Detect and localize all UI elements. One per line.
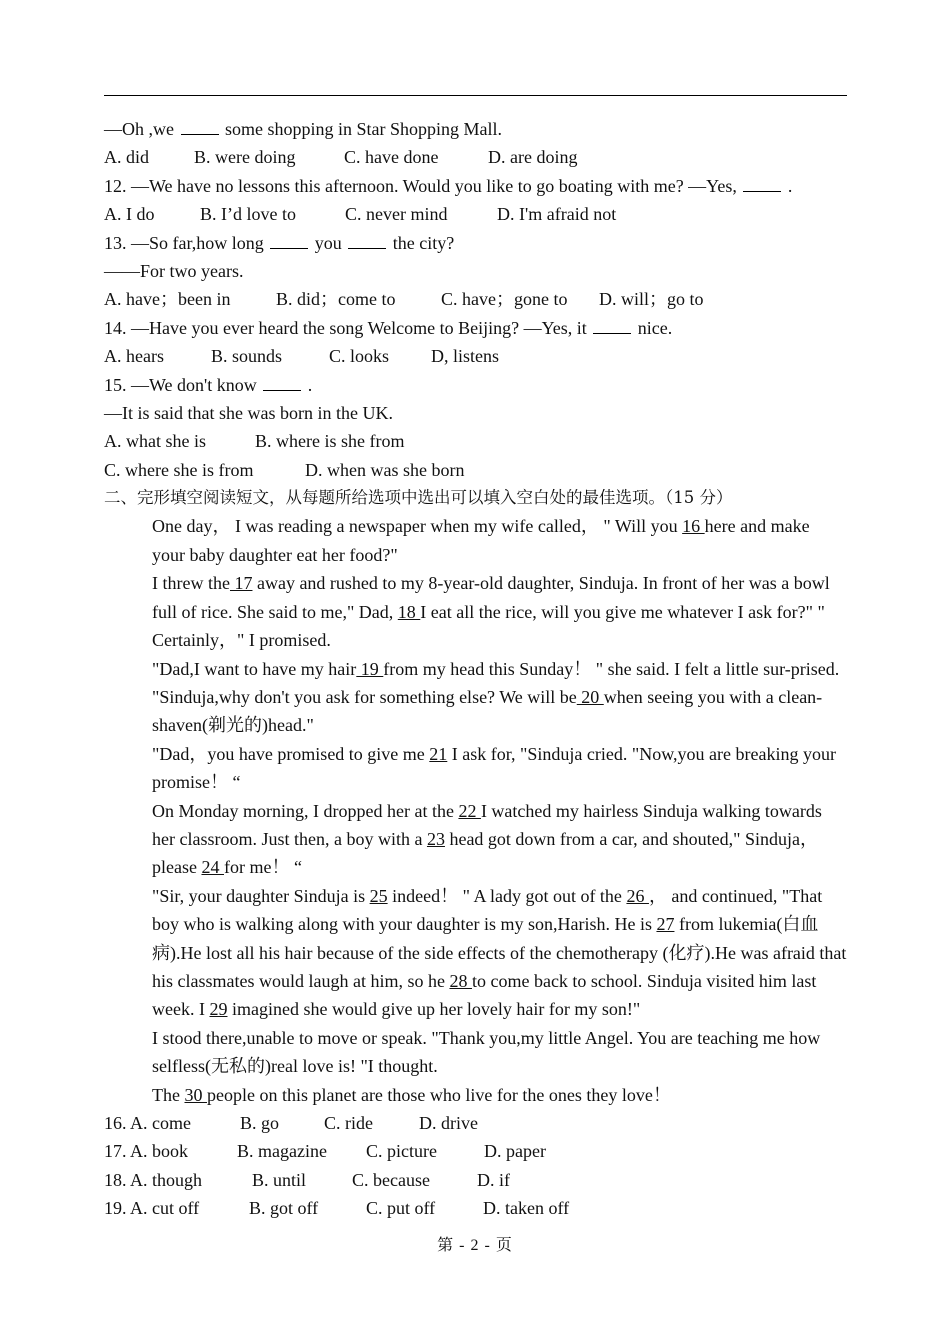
q13-stem-c: the city? <box>388 232 455 253</box>
q13-stem-a: 13. —So far,how long <box>104 232 269 253</box>
q14-option-d: D, listens <box>431 346 500 367</box>
q11-blank <box>181 119 219 135</box>
q13-stem <box>104 229 847 257</box>
q12-stem-b: . <box>783 175 793 196</box>
passage-text: ， and continued, "That boy who is walking along with your daughter is my son,Harish. He is <box>152 885 823 935</box>
q17-option-b: B. magazine <box>237 1141 327 1162</box>
passage-paragraph-6 <box>104 882 847 1024</box>
q19-option-d: D. taken off <box>483 1198 570 1219</box>
q17-options <box>104 1137 847 1165</box>
q16-option-b: B. go <box>240 1113 280 1133</box>
q13-option-a: A. have；been in <box>104 289 231 310</box>
q19-option-c: C. put off <box>366 1198 436 1219</box>
q13-blank-1 <box>270 233 308 249</box>
q15-option-d: D. when was she born <box>305 459 465 480</box>
passage-text: people on this planet are those who live for the ones they love！ <box>206 1084 671 1105</box>
q17-option-a: 17. A. book <box>104 1141 189 1162</box>
q13-option-b: B. did；come to <box>276 289 396 310</box>
q15-stem-a: 15. —We don't know <box>104 374 262 395</box>
blank-30: 30 <box>184 1084 207 1105</box>
passage-text: "Dad,I want to have my hair <box>152 658 357 679</box>
q15-blank <box>263 375 301 391</box>
q11-stem <box>104 115 847 143</box>
passage-text: "Dad，you have promised to give me <box>152 743 430 764</box>
q11-stem-b: some shopping in Star Shopping Mall. <box>220 119 503 139</box>
q14-blank <box>593 318 631 334</box>
q12-option-d: D. I'm afraid not <box>497 204 617 225</box>
blank-18: 18 <box>397 601 421 622</box>
q12-option-a: A. I do <box>104 204 155 225</box>
blank-29: 29 <box>209 999 228 1020</box>
blank-26: 26 <box>626 885 649 906</box>
q15-stem-b: . <box>303 374 313 395</box>
q12-stem-a: 12. —We have no lessons this afternoon. Would you like to go boating with me? —Yes, <box>104 175 742 196</box>
exam-content <box>104 115 847 1223</box>
q15-options-cd <box>104 456 847 484</box>
q13-option-c: C. have；gone to <box>441 289 568 310</box>
blank-19: 19 <box>356 658 384 679</box>
q14-stem-b: nice. <box>633 317 673 338</box>
passage-paragraph-3 <box>104 655 847 740</box>
passage-text: when seeing you with a clean-shaven(剃光的)head." <box>152 686 823 736</box>
page-number: 第 - 2 - 页 <box>437 1237 513 1254</box>
q15-options-ab <box>104 427 847 455</box>
q11-options <box>104 143 847 171</box>
q16-option-d: D. drive <box>419 1113 478 1133</box>
q14-stem-a: 14. —Have you ever heard the song Welcome to Beijing? —Yes, it <box>104 317 592 338</box>
q13-options <box>104 285 847 313</box>
q15-option-c: C. where she is from <box>104 459 254 480</box>
q15-option-a: A. what she is <box>104 431 206 452</box>
q12-options <box>104 200 847 228</box>
q12-stem <box>104 172 847 200</box>
q19-option-a: 19. A. cut off <box>104 1198 200 1219</box>
q15-stem <box>104 371 847 399</box>
header-rule <box>104 95 847 96</box>
passage-text: head got down from a car, and shouted," Sinduja，please <box>152 828 818 878</box>
q19-options <box>104 1194 847 1222</box>
passage-text: from my head this Sunday！ " she said. I felt a little sur-prised. "Sinduja,why don't you ask for something else? We will be <box>152 658 840 707</box>
q13-option-d: D. will；go to <box>599 289 704 310</box>
passage-text: One day， I was reading a newspaper when my wife called， " Will you <box>152 516 683 537</box>
blank-28: 28 <box>449 970 472 991</box>
passage-text: imagined she would give up her lovely hair for my son!" <box>227 999 641 1020</box>
passage-paragraph-5 <box>104 797 847 882</box>
q11-option-b: B. were doing <box>194 147 296 168</box>
q12-blank <box>743 176 781 192</box>
passage-text: indeed！ " A lady got out of the <box>387 885 627 906</box>
blank-21: 21 <box>429 743 448 764</box>
blank-27: 27 <box>656 914 675 935</box>
q18-option-d: D. if <box>477 1169 510 1190</box>
passage-text: I threw the <box>152 573 230 594</box>
passage-paragraph-8 <box>104 1081 847 1109</box>
q15-reply: —It is said that she was born in the UK. <box>104 402 393 423</box>
blank-23: 23 <box>426 828 445 849</box>
q18-option-b: B. until <box>252 1169 307 1190</box>
q11-option-a: A. did <box>104 147 149 168</box>
q14-option-c: C. looks <box>329 346 390 367</box>
passage-text: I watched my hairless Sinduja walking towards her classroom. Just then, a boy with a <box>152 800 822 849</box>
passage-text: On Monday morning, I dropped her at the <box>152 800 459 821</box>
q19-option-b: B. got off <box>249 1198 319 1219</box>
passage-paragraph-2 <box>104 569 847 654</box>
passage-text: away and rushed to my 8-year-old daughter, Sinduja. In front of her was a bowl full of rice. She said to me," Dad, <box>152 573 830 622</box>
q14-option-b: B. sounds <box>211 346 283 367</box>
section2-heading: 二、完形填空阅读短文，从每题所给选项中选出可以填入空白处的最佳选项。（15 分） <box>104 488 733 508</box>
q14-stem <box>104 314 847 342</box>
passage-text: The <box>152 1084 185 1105</box>
passage-paragraph-7: I stood there,unable to move or speak. "Thank you,my little Angel. You are teaching me how selfless(无私的)real love is! "I thought. <box>152 1027 821 1077</box>
q17-option-c: C. picture <box>366 1141 437 1162</box>
passage-paragraph-4 <box>104 740 847 797</box>
q18-option-a: 18. A. though <box>104 1169 203 1190</box>
passage-text: for me！ “ <box>223 857 302 878</box>
q18-option-c: C. because <box>352 1169 430 1190</box>
blank-22: 22 <box>458 800 481 821</box>
q13-blank-2 <box>348 233 386 249</box>
q14-option-a: A. hears <box>104 346 164 367</box>
q16-option-a: 16. A. come <box>104 1113 191 1133</box>
q18-options <box>104 1166 847 1194</box>
passage-text: I ask for, "Sinduja cried. "Now,you are breaking your promise！ “ <box>152 743 836 793</box>
passage-text: "Sir, your daughter Sinduja is <box>152 885 370 906</box>
q17-option-d: D. paper <box>484 1141 546 1162</box>
q16-options <box>104 1109 847 1137</box>
q16-option-c: C. ride <box>324 1113 373 1133</box>
passage-paragraph-1 <box>104 512 847 569</box>
q13-stem-b: you <box>310 232 347 253</box>
passage-text: to come back to school. Sinduja visited him last week. I <box>152 970 817 1020</box>
blank-25: 25 <box>369 885 388 906</box>
blank-17: 17 <box>229 573 253 594</box>
q13-reply: ——For two years. <box>104 260 244 281</box>
passage-text: I eat all the rice, will you give me whatever I ask for?" " Certainly，" I promised. <box>152 601 825 651</box>
blank-20: 20 <box>576 686 604 707</box>
blank-24: 24 <box>201 857 224 878</box>
q15-option-b: B. where is she from <box>255 431 405 452</box>
q11-option-d: D. are doing <box>488 147 578 168</box>
q11-option-c: C. have done <box>344 147 439 168</box>
q12-option-b: B. I’d love to <box>200 204 296 225</box>
q14-options <box>104 342 847 370</box>
q11-stem-a: —Oh ,we <box>104 119 179 139</box>
passage-text: from lukemia(白血病).He lost all his hair because of the side effects of the chemotherapy (化疗).He was afraid that his classmates would laugh at him, so he <box>152 914 847 991</box>
passage-text: here and make your baby daughter eat her food?" <box>152 516 810 565</box>
blank-16: 16 <box>682 516 705 537</box>
q12-option-c: C. never mind <box>345 204 448 225</box>
